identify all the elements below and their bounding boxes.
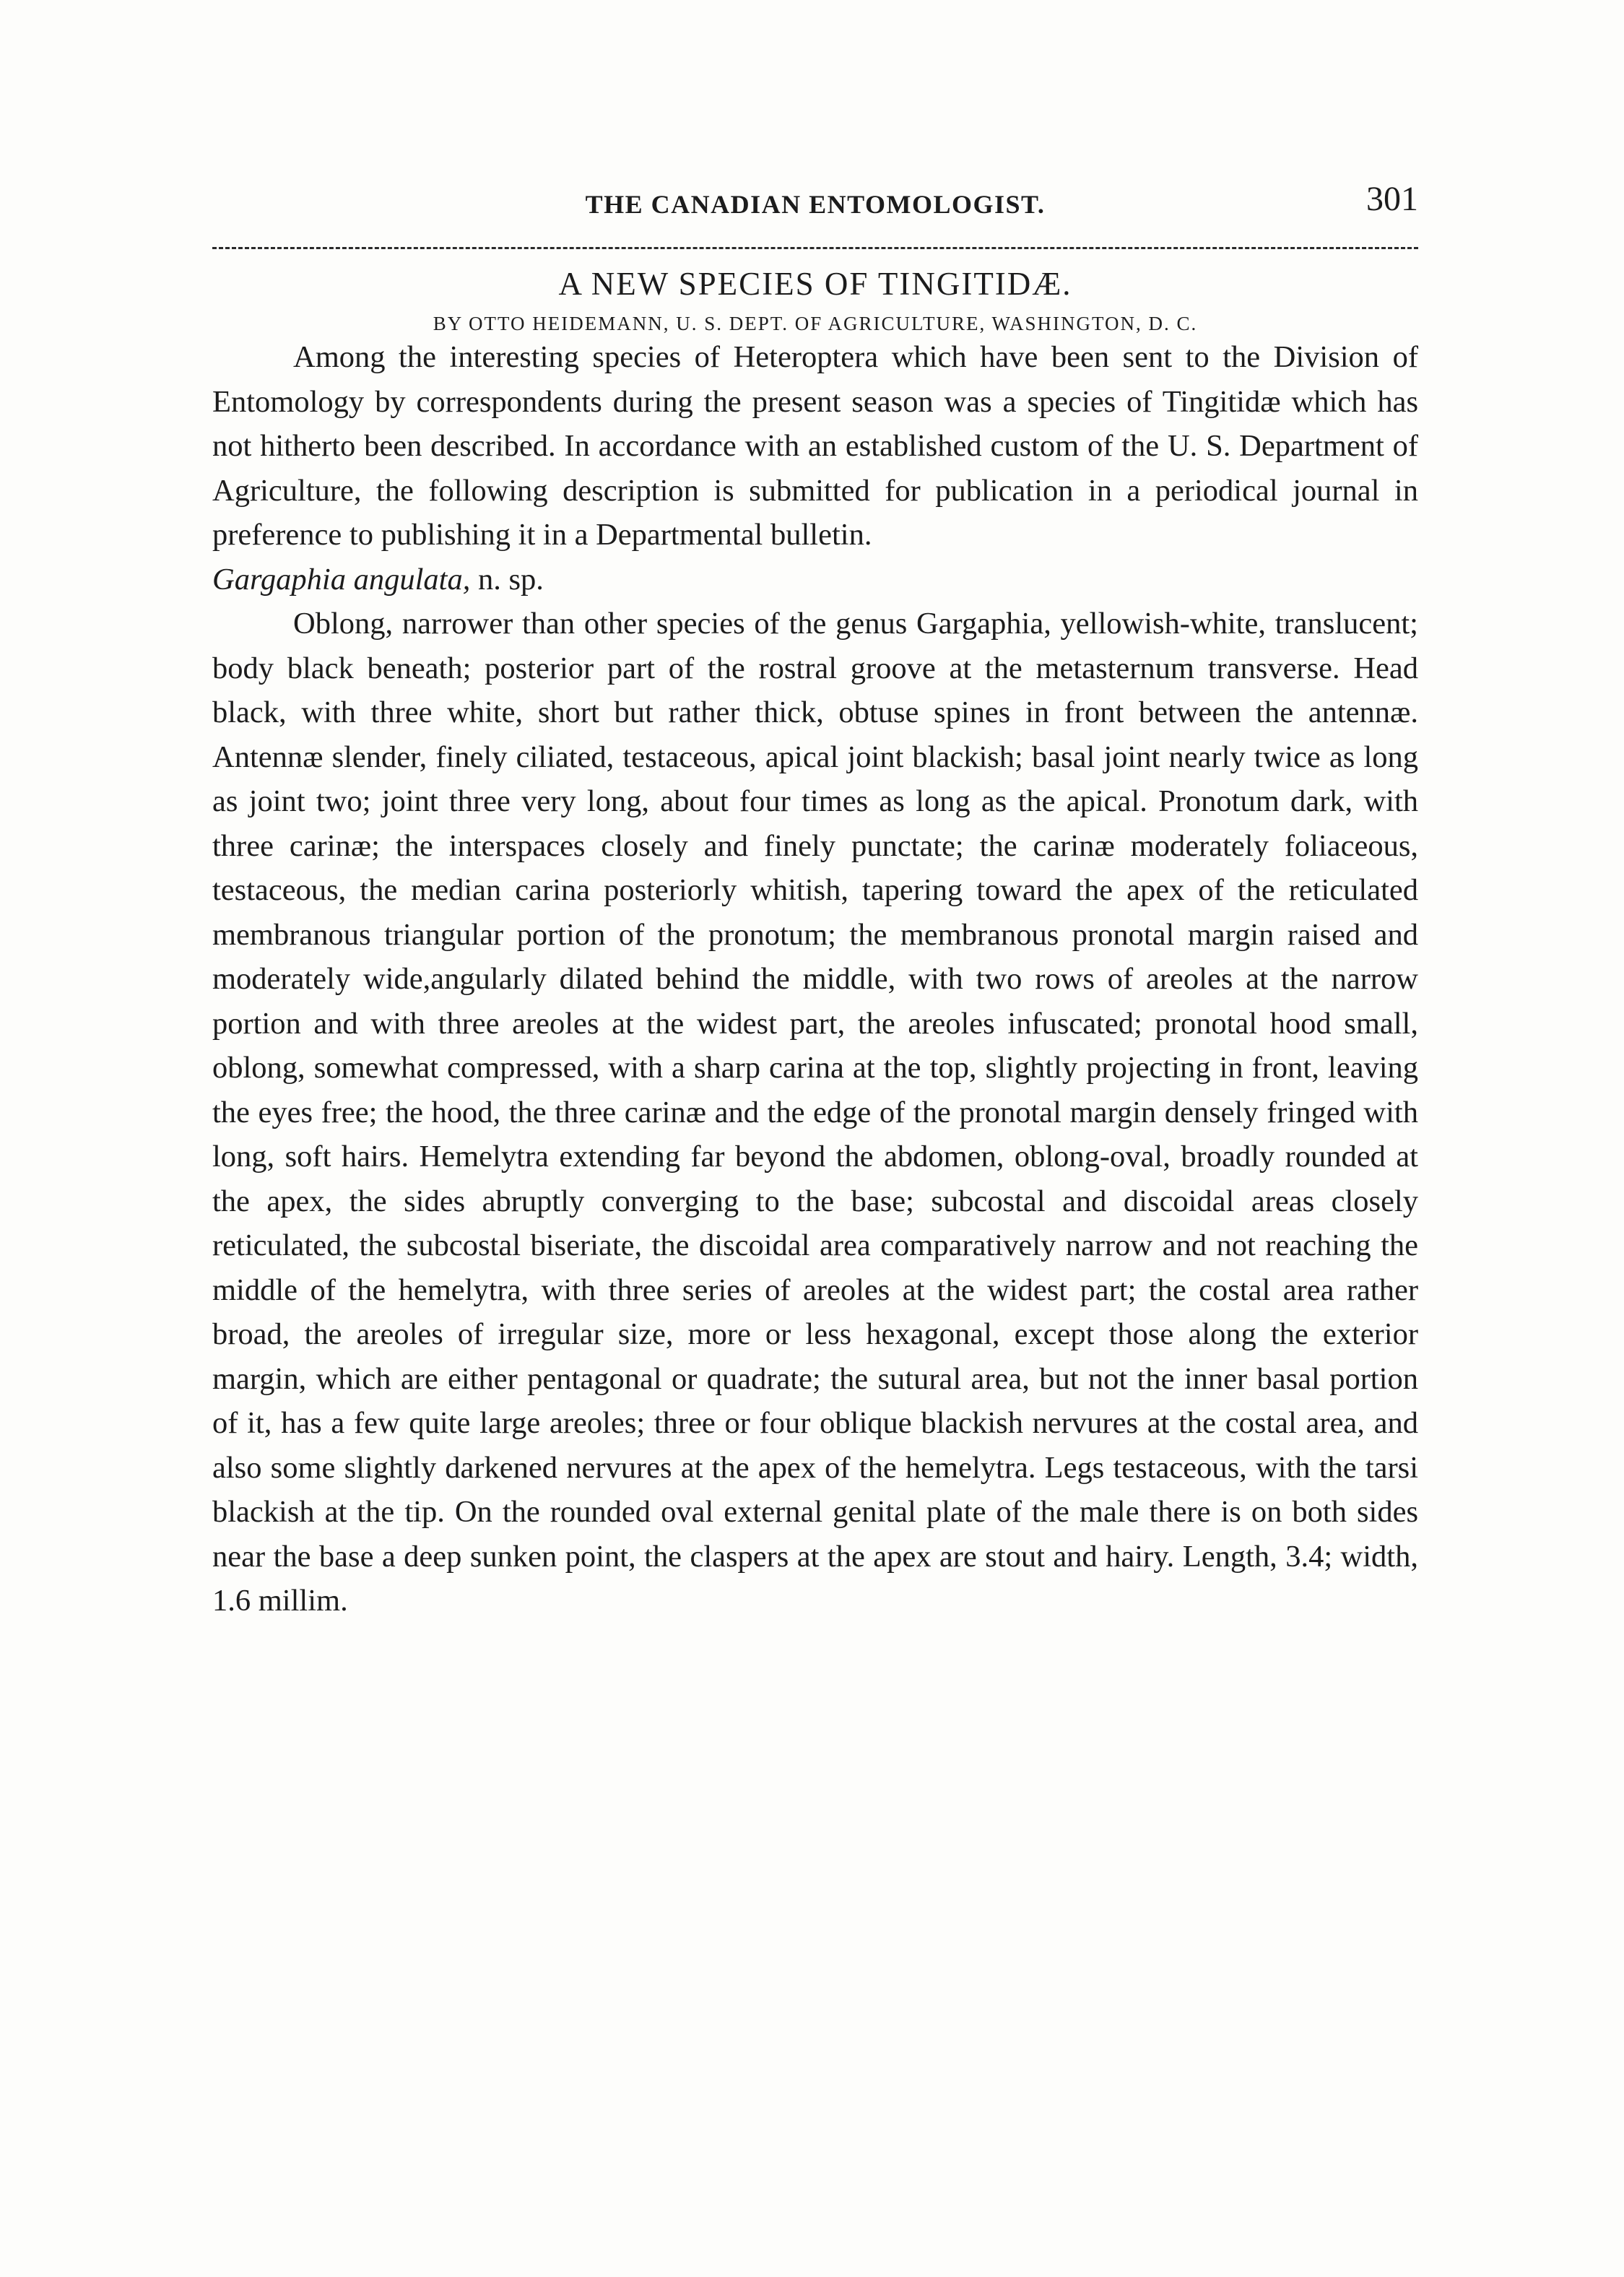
page: [212, 179, 1418, 1623]
header-rule: [212, 247, 1418, 249]
page-number: 301: [1366, 180, 1418, 218]
article-title: A NEW SPECIES OF TINGITIDÆ.: [558, 266, 1072, 302]
page-header: [212, 179, 1418, 230]
running-title: THE CANADIAN ENTOMOLOGIST.: [585, 190, 1046, 219]
species-heading: [212, 558, 1418, 602]
description-paragraph: Oblong, narrower than other species of the genus Gargaphia, yellowish-white, translucent; body black beneath; posterior part of the rostral groove at the metasternum transverse. Head black, with three white, short but rather thick, obtuse spines in front between the antennæ. Antennæ slender, finely ciliated, testaceous, apical joint blackish; basal joint nearly twice as long as joint two; joint three very long, about four times as long as the apical. Pronotum dark, with three carinæ; the interspaces closely and finely punctate; the carinæ moderately foliaceous, testaceous, the median carina posteriorly whitish, tapering toward the apex of the reticulated membranous triangular portion of the pronotum; the membranous pronotal margin raised and moderately wide,angularly dilated behind the middle, with two rows of areoles at the narrow portion and with three areoles at the widest part, the areoles infuscated; pronotal hood small, oblong, somewhat compressed, with a sharp carina at the top, slightly projecting in front, leaving the eyes free; the hood, the three carinæ and the edge of the pronotal margin densely fringed with long, soft hairs. Hemelytra extending far beyond the abdomen, oblong-oval, broadly rounded at the apex, the sides abruptly converging to the base; subcostal and discoidal areas closely reticulated, the subcostal biseriate, the discoidal area comparatively narrow and not reaching the middle of the hemelytra, with three series of areoles at the widest part; the costal area rather broad, the areoles of irregular size, more or less hexagonal, except those along the exterior margin, which are either pentagonal or quadrate; the sutural area, but not the inner basal portion of it, has a few quite large areoles; three or four oblique blackish nervures at the costal area, and also some slightly darkened nervures at the apex of the hemelytra. Legs testaceous, with the tarsi blackish at the tip. On the rounded oval external genital plate of the male there is on both sides near the base a deep sunken point, the claspers at the apex are stout and hairy. Length, 3.4; width, 1.6 millim.: [212, 607, 1418, 1618]
species-name: Gargaphia angulata,: [212, 562, 471, 597]
byline: BY OTTO HEIDEMANN, U. S. DEPT. OF AGRICULTURE, WASHINGTON, D. C.: [433, 313, 1198, 334]
intro-paragraph: Among the interesting species of Heteroptera which have been sent to the Division of Entomology by correspondents during the present season was a species of Tingitidæ which has not hitherto been described. In accordance with an established custom of the U. S. Department of Agriculture, the following description is submitted for publication in a periodical journal in preference to publishing it in a Departmental bulletin.: [212, 340, 1418, 552]
species-status: n. sp.: [470, 562, 544, 597]
